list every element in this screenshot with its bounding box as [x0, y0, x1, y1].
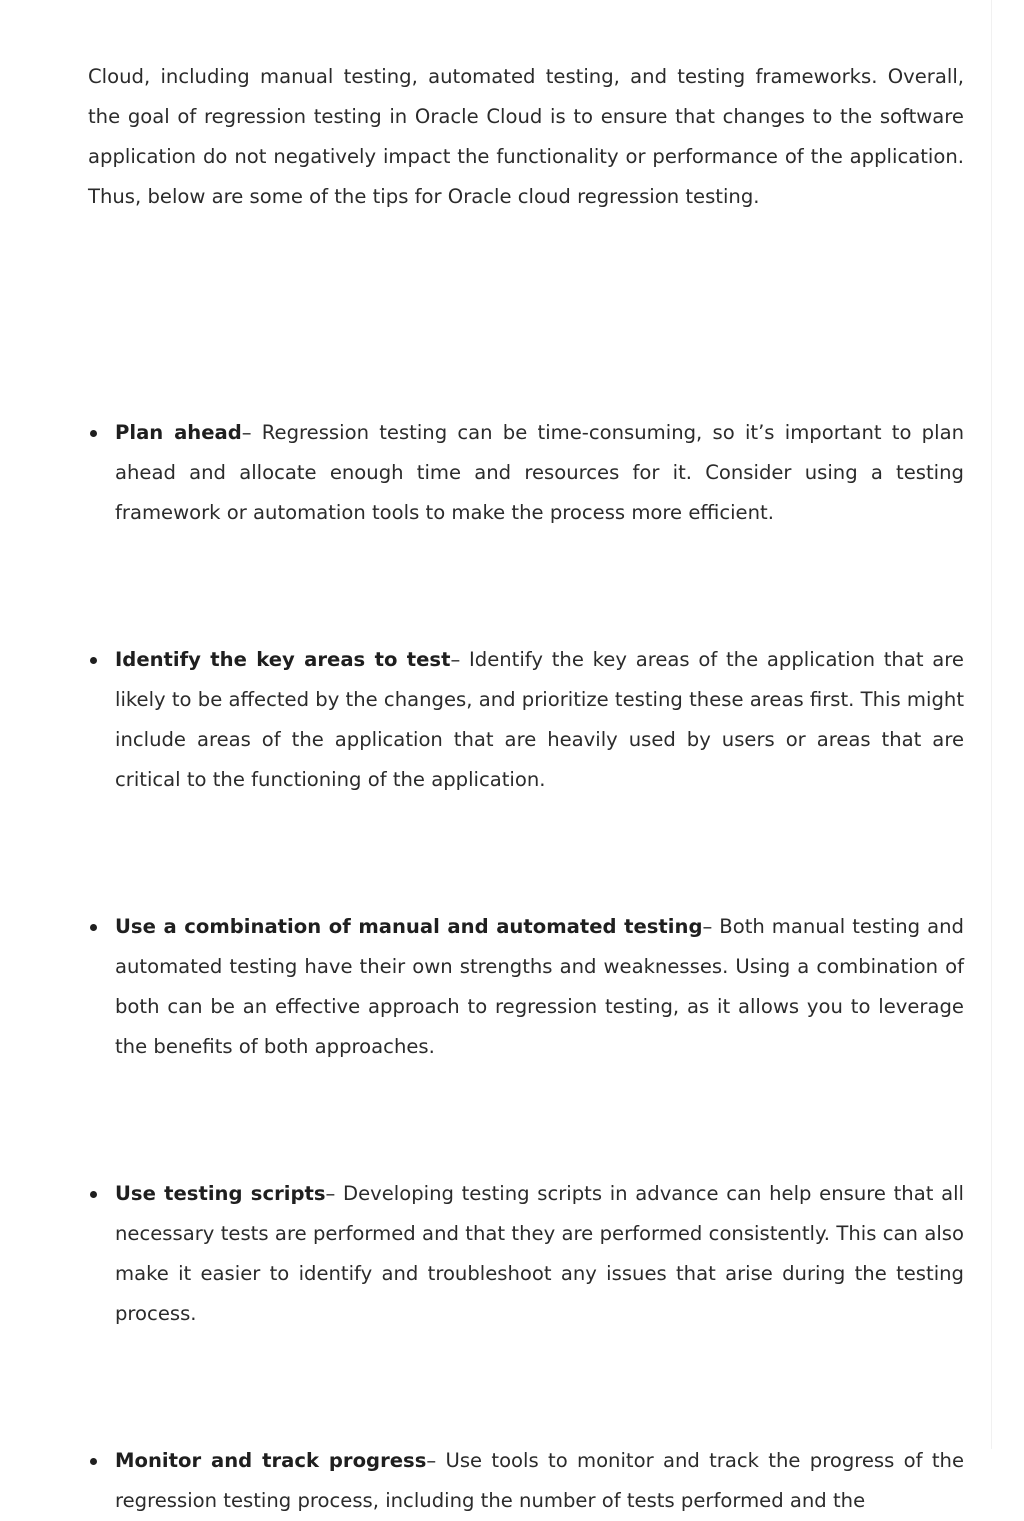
tip-body: – Both manual testing and automated testing have their own strengths and weaknesses. Using a combination of both can be an effective approach to regression testing, as it allows you to leverage the benefits of both approaches.: [115, 915, 964, 1058]
list-item: [88, 907, 964, 1067]
tip-title: Use a combination of manual and automated testing: [115, 915, 703, 938]
list-item: [88, 1441, 964, 1521]
tip-title: Plan ahead: [115, 421, 242, 444]
intro-paragraph: Cloud, including manual testing, automated testing, and testing frameworks. Overall, the goal of regression testing in Oracle Cloud is to ensure that changes to the software application do not negatively impact the functionality or performance of the application. Thus, below are some of the tips for Oracle cloud regression testing.: [88, 65, 964, 208]
tip-title: Use testing scripts: [115, 1182, 326, 1205]
tip-text: [115, 413, 964, 533]
tip-title: Monitor and track progress: [115, 1449, 427, 1472]
list-item: [88, 1174, 964, 1334]
bullet-icon: [90, 924, 97, 931]
bullet-icon: [90, 1458, 97, 1465]
bullet-icon: [90, 657, 97, 664]
tip-body: – Identify the key areas of the application that are likely to be affected by the changes, and prioritize testing these areas first. This might include areas of the application that are heavily used by users or areas that are critical to the functioning of the application.: [115, 648, 964, 791]
tip-title: Identify the key areas to test: [115, 648, 451, 671]
list-item: [88, 640, 964, 800]
tip-text: [115, 907, 964, 1067]
tip-text: [115, 640, 964, 800]
tip-text: [115, 1174, 964, 1334]
page-edge-divider: [991, 0, 992, 1449]
tip-body: – Developing testing scripts in advance can help ensure that all necessary tests are performed and that they are performed consistently. This can also make it easier to identify and troubleshoot any issues that arise during the testing process.: [115, 1182, 964, 1325]
tip-body: – Use tools to monitor and track the progress of the regression testing process, including the number of tests performed and the: [115, 1449, 965, 1512]
tip-text: [115, 1441, 964, 1521]
list-item: [88, 413, 964, 533]
bullet-icon: [90, 1191, 97, 1198]
bullet-icon: [90, 430, 97, 437]
tip-body: – Regression testing can be time-consuming, so it’s important to plan ahead and allocate enough time and resources for it. Consider using a testing framework or automation tools to make the process more efficient.: [115, 421, 964, 524]
document-content: [88, 57, 965, 1512]
